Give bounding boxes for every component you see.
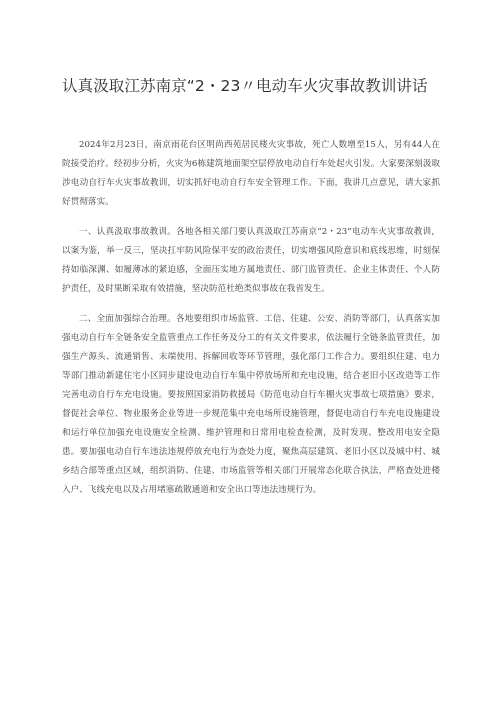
paragraph-section-2: 二、全面加强综合治理。各地要组织市场监管、工信、住建、公安、消防等部门，认真落实加强电动自行车全链条安全监管重点工作任务及分工的有关文件要求，依法履行全链条监管责任，加强生产源头、流通销售、末端使用、拆解回收等环节管理，强化部门工作合力。要组织住建、电力等部门推动新建住宅小区同步建设电动自行车集中停放场所和充电设施，结合老旧小区改造等工作完善电动自行车充电设施。要按照国家消防救援局《防范电动自行车棚火灾事故七项措施》要求，督促社会单位、物业服务企业等进一步规范集中充电场所设施管理，督促电动自行车充电设施建设和运行单位加强充电设施安全检测、维护管理和日常用电检查检测，及时发现、整改用电安全隐患。要加强电动自行车违法违规停放充电行为查处力度，聚焦高层建筑、老旧小区以及城中村、城乡结合部等重点区域，组织消防、住建、市场监管等相关部门开展常态化联合执法，严格查处进楼入户、飞线充电以及占用堵塞疏散通道和安全出口等违法违规行为。 — [62, 314, 440, 495]
document-title: 认真汲取江苏南京“2・23〃电动车火灾事故教训讲话 — [62, 77, 428, 95]
paragraph-section-1: 一、认真汲取事故教训。各地各相关部门要认真汲取江苏南京“2・23”电动车火灾事故教训，以案为鉴，举一反三，坚决扛牢防风险保平安的政治责任，切实增强风险意识和底线思维，时刻保持如临深渊、如履薄冰的紧迫感，全面压实地方属地责任、部门监管责任、企业主体责任、个人防护责任，及时果断采取有效措施，坚决防范杜绝类似事故在我省发生。 — [62, 227, 440, 294]
document-body — [62, 136, 440, 511]
paragraph-intro: 2024年2月23日，南京雨花台区明尚西苑居民楼火灾事故，死亡人数增至15人，另有44人在院接受治疗。经初步分析，火灾为6栋建筑地面架空层停放电动自行车处起火引发。大家要深刻汲取涉电动自行车火灾事故教训，切实抓好电动自行车安全管理工作。下面，我讲几点意见，请大家抓好贯彻落实。 — [62, 140, 440, 207]
